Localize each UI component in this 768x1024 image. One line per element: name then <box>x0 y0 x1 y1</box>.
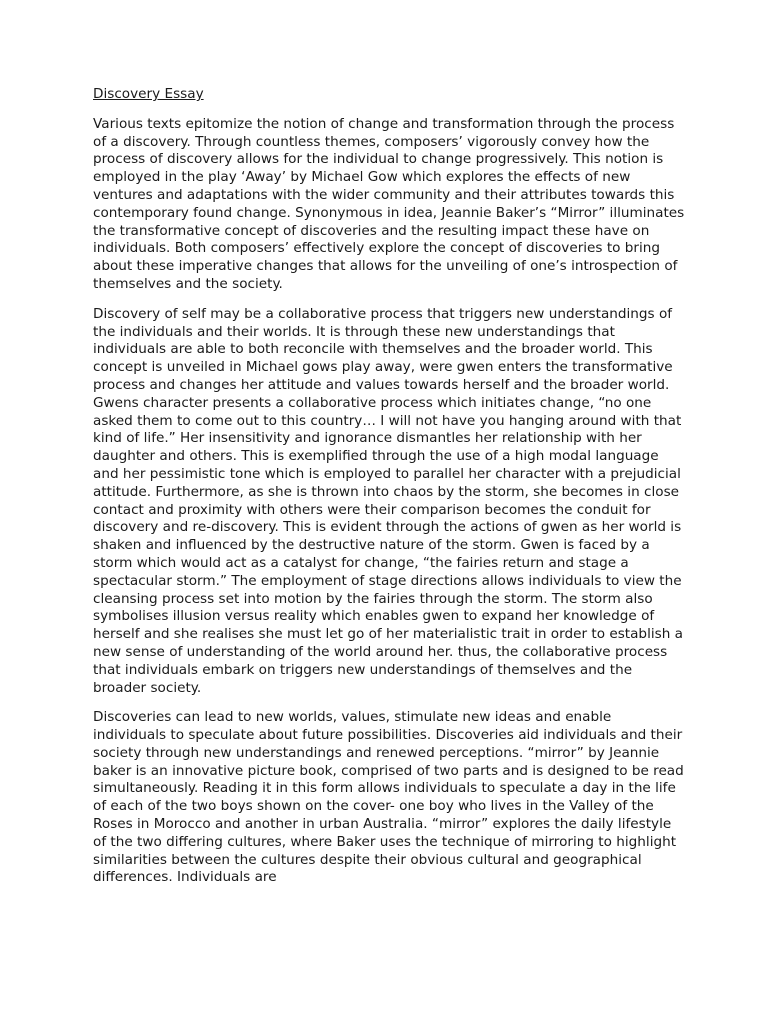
essay-title: Discovery Essay <box>93 86 204 102</box>
essay-paragraph-2: Discovery of self may be a collaborative process that triggers new understandings of the individuals and their worlds. It is through these new understandings that individuals are able to both reconcile with themselves and the broader world. This concept is unveiled in Michael gows play away, were gwen enters the transformative process and changes her attitude and values towards herself and the broader world. Gwens character presents a collaborative process which initiates change, “no one asked them to come out to this country… I will not have you hanging around with that kind of life.” Her insensitivity and ignorance dismantles her relationship with her daughter and others. This is exemplified through the use of a high modal language and her pessimistic tone which is employed to parallel her character with a prejudicial attitude. Furthermore, as she is thrown into chaos by the storm, she becomes in close contact and proximity with others were their comparison becomes the conduit for discovery and re-discovery. This is evident through the actions of gwen as her world is shaken and influenced by the destructive nature of the storm. Gwen is faced by a storm which would act as a catalyst for change, “the fairies return and stage a spectacular storm.” The employment of stage directions allows individuals to view the cleansing process set into motion by the fairies through the storm. The storm also symbolises illusion versus reality which enables gwen to expand her knowledge of herself and she realises she must let go of her materialistic trait in order to establish a new sense of understanding of the world around her. thus, the collaborative process that individuals embark on triggers new understandings of themselves and the broader society. <box>93 305 683 696</box>
document-page <box>93 86 685 899</box>
essay-paragraph-1: Various texts epitomize the notion of change and transformation through the process of a discovery. Through countless themes, composers’ vigorously convey how the process of discovery allows for the individual to change progressively. This notion is employed in the play ‘Away’ by Michael Gow which explores the effects of new ventures and adaptations with the wider community and their attributes towards this contemporary found change. Synonymous in idea, Jeannie Baker’s “Mirror” illuminates the transformative concept of discoveries and the resulting impact these have on individuals. Both composers’ effectively explore the concept of discoveries to bring about these imperative changes that allows for the unveiling of one’s introspection of themselves and the society. <box>93 115 685 292</box>
essay-paragraph-3: Discoveries can lead to new worlds, values, stimulate new ideas and enable individuals to speculate about future possibilities. Discoveries aid individuals and their society through new understandings and renewed perceptions. “mirror” by Jeannie baker is an innovative picture book, comprised of two parts and is designed to be read simultaneously. Reading it in this form allows individuals to speculate a day in the life of each of the two boys shown on the cover- one boy who lives in the Valley of the Roses in Morocco and another in urban Australia. “mirror” explores the daily lifestyle of the two differing cultures, where Baker uses the technique of mirroring to highlight similarities between the cultures despite their obvious cultural and geographical differences. Individuals are <box>93 709 684 886</box>
